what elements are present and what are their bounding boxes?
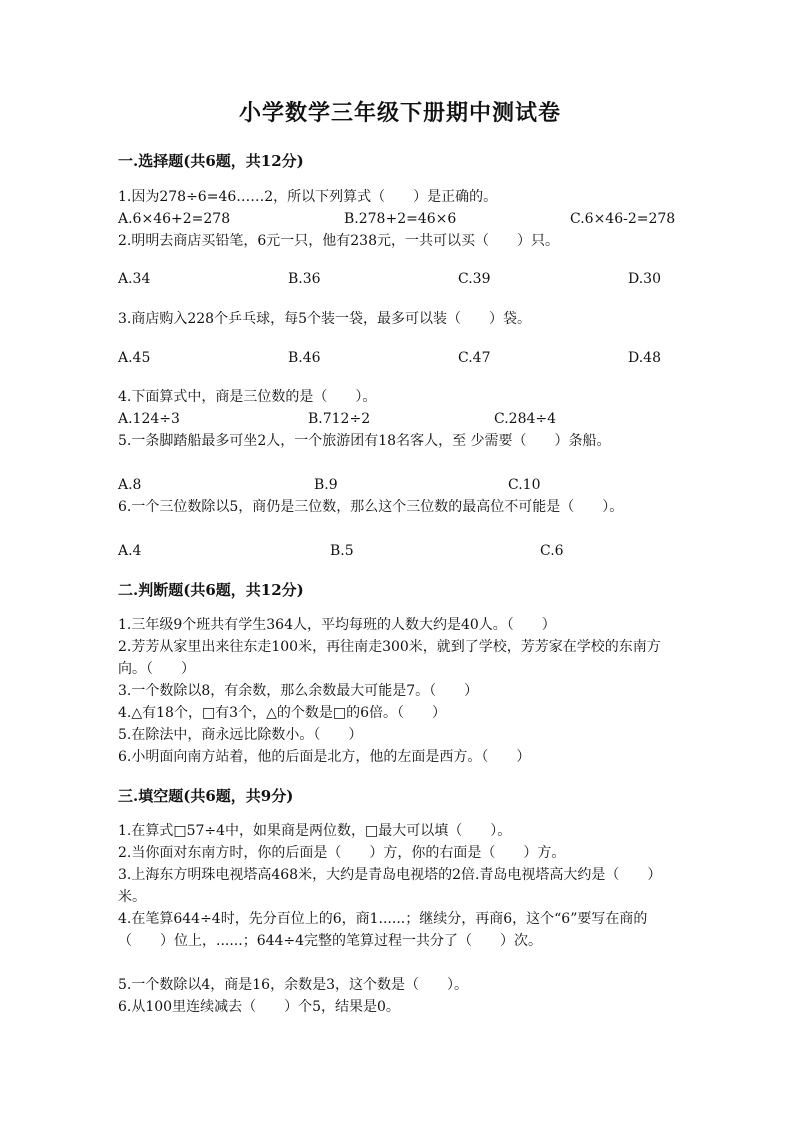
option-a: A.124÷3 (118, 411, 180, 427)
question-options (118, 347, 688, 369)
question-options (118, 408, 688, 430)
question-options (118, 540, 688, 562)
section-heading-fill-blank: 三.填空题(共6题，共9分) (118, 787, 294, 805)
question-text: 6.小明面向南方站着，他的后面是北方，他的左面是西方。（ ） (118, 749, 531, 765)
option-b: B.5 (330, 543, 354, 559)
option-c: C.47 (458, 350, 491, 366)
question-text: 2.芳芳从家里出来往东走100米，再往南走300米，就到了学校，芳芳家在学校的东南方向。（ ） (118, 639, 661, 677)
option-b: B.712÷2 (308, 411, 371, 427)
option-b: B.9 (314, 477, 338, 493)
question-text: 5.一个数除以4，商是16，余数是3，这个数是（ ）。 (118, 977, 468, 993)
question-text: 3.商店购入228个乒乓球，每5个装一袋，最多可以装（ ）袋。 (118, 311, 531, 327)
question-text: 4.△有18个，□有3个，△的个数是□的6倍。（ ） (118, 705, 446, 721)
question-options (118, 474, 688, 496)
section-heading-judgement: 二.判断题(共6题，共12分) (118, 581, 304, 599)
question-text: 2.明明去商店买铅笔，6元一只，他有238元，一共可以买（ ）只。 (118, 233, 559, 249)
option-c: C.284÷4 (494, 411, 557, 427)
question-text: 1.因为278÷6=46……2，所以下列算式（ ）是正确的。 (118, 189, 498, 205)
page-title: 小学数学三年级下册期中测试卷 (238, 100, 561, 126)
option-a: A.6×46+2=278 (118, 211, 231, 227)
question-options (118, 208, 688, 230)
question-text: 3.上海东方明珠电视塔高468米，大约是青岛电视塔的2倍.青岛电视塔高大约是（ ）米。 (118, 867, 662, 905)
option-d: D.30 (628, 271, 661, 287)
option-b: B.36 (288, 271, 321, 287)
option-c: C.6 (540, 543, 564, 559)
option-a: A.45 (118, 350, 151, 366)
option-b: B.278+2=46×6 (344, 211, 457, 227)
question-text: 6.一个三位数除以5，商仍是三位数，那么这个三位数的最高位不可能是（ ）。 (118, 499, 624, 515)
option-a: A.8 (118, 477, 142, 493)
option-c: C.10 (508, 477, 541, 493)
section-heading-choice: 一.选择题(共6题，共12分) (118, 152, 304, 170)
question-text: 5.一条脚踏船最多可坐2人，一个旅游团有18名客人，至 少需要（ ）条船。 (118, 433, 611, 449)
option-a: A.4 (118, 543, 142, 559)
question-text: 4.下面算式中，商是三位数的是（ ）。 (118, 389, 377, 405)
option-d: D.48 (628, 350, 661, 366)
option-c: C.39 (458, 271, 491, 287)
question-text: 3.一个数除以8，有余数，那么余数最大可能是7。（ ） (118, 683, 479, 699)
question-text: 2.当你面对东南方时，你的后面是（ ）方，你的右面是（ ）方。 (118, 845, 566, 861)
question-text: 4.在笔算644÷4时，先分百位上的6，商1......；继续分，再商6，这个“6”要写在商的（ ）位上，......；644÷4完整的笔算过程一共分了（ ）次。 (118, 911, 648, 949)
question-text: 5.在除法中，商永远比除数小。（ ） (118, 727, 363, 743)
question-options (118, 268, 688, 290)
option-a: A.34 (118, 271, 151, 287)
option-c: C.6×46-2=278 (570, 211, 676, 227)
option-b: B.46 (288, 350, 321, 366)
question-text: 6.从100里连续减去（ ）个5，结果是0。 (118, 999, 400, 1015)
question-text: 1.在算式□57÷4中，如果商是两位数，□最大可以填（ ）。 (118, 823, 512, 839)
question-text: 1.三年级9个班共有学生364人，平均每班的人数大约是40人。（ ） (118, 617, 556, 633)
